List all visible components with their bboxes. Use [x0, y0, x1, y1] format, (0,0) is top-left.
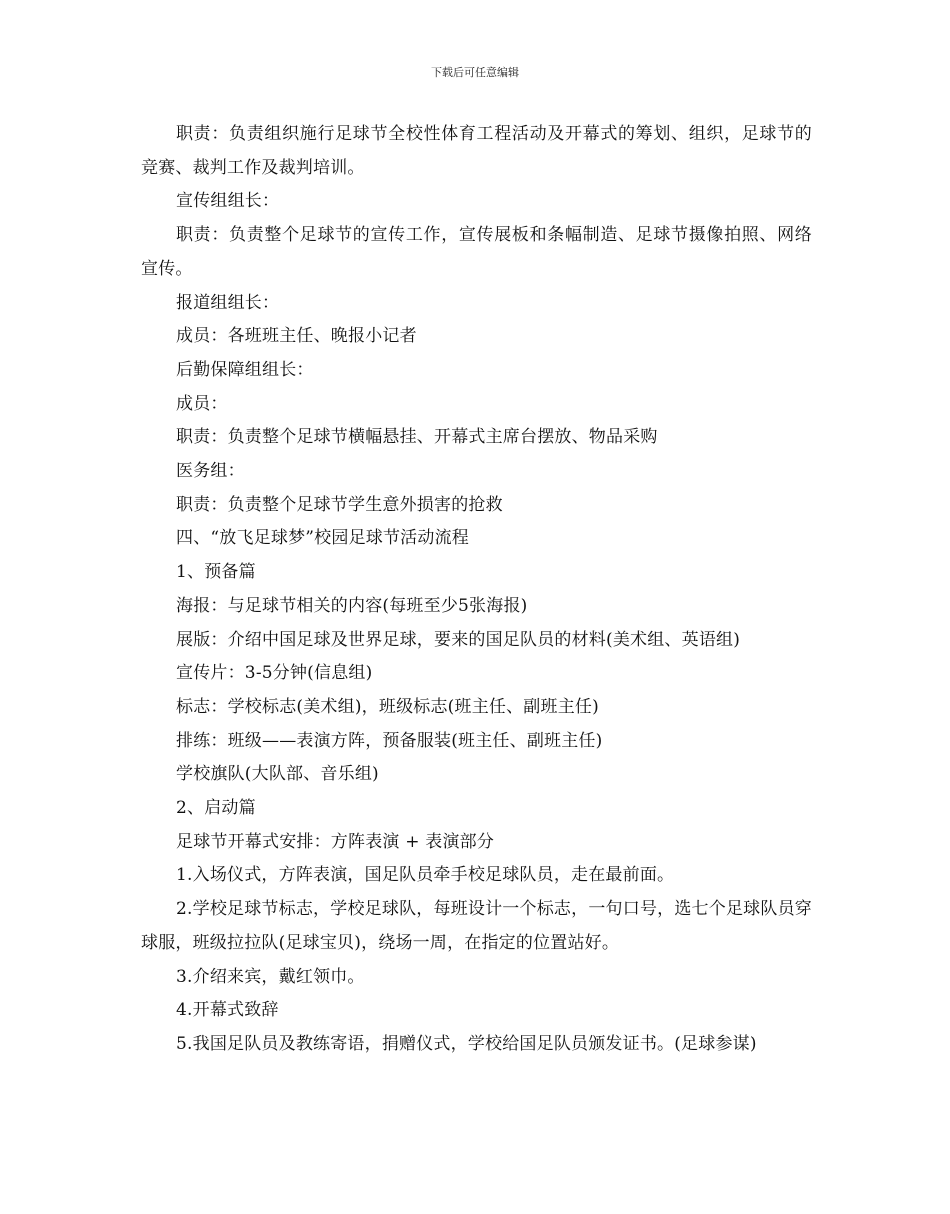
- document-body: [141, 118, 812, 1062]
- paragraph: 职责：负责组织施行足球节全校性体育工程活动及开幕式的筹划、组织，足球节的竞赛、裁判工作及裁判培训。: [141, 124, 812, 178]
- list-item: 1.入场仪式，方阵表演，国足队员牵手校足球队员，走在最前面。: [176, 865, 675, 886]
- paragraph: 成员：: [176, 393, 228, 414]
- subsection-heading: 1、预备篇: [176, 562, 256, 583]
- subsection-heading: 2、启动篇: [176, 798, 256, 819]
- paragraph: 后勤保障组组长：: [176, 359, 314, 380]
- paragraph: 职责：负责整个足球节横幅悬挂、开幕式主席台摆放、物品采购: [176, 427, 658, 448]
- section-heading: 四、“放飞足球梦”校园足球节活动流程: [176, 528, 469, 549]
- list-item: 5.我国足队员及教练寄语，捐赠仪式，学校给国足队员颁发证书。(足球参谋): [176, 1033, 757, 1054]
- paragraph: 展版：介绍中国足球及世界足球，要来的国足队员的材料(美术组、英语组): [176, 629, 741, 650]
- paragraph: 海报：与足球节相关的内容(每班至少5张海报): [176, 595, 528, 616]
- list-item: 3.介绍来宾，戴红领巾。: [176, 966, 365, 987]
- list-item: 2.学校足球节标志，学校足球队，每班设计一个标志，一句口号，选七个足球队员穿球服，班级拉拉队(足球宝贝)，绕场一周，在指定的位置站好。: [141, 899, 812, 953]
- paragraph: 宣传组组长：: [176, 191, 280, 212]
- paragraph: 标志：学校标志(美术组)，班级标志(班主任、副班主任): [176, 696, 599, 717]
- paragraph: 医务组：: [176, 461, 245, 482]
- paragraph: 成员：各班班主任、晚报小记者: [176, 326, 417, 347]
- paragraph: 宣传片：3-5分钟(信息组): [176, 663, 373, 684]
- paragraph: 报道组组长：: [176, 292, 280, 313]
- paragraph: 足球节开幕式安排：方阵表演 + 表演部分: [176, 831, 495, 852]
- paragraph: 职责：负责整个足球节的宣传工作，宣传展板和条幅制造、足球节摄像拍照、网络宣传。: [141, 225, 812, 279]
- page-header-note: 下载后可任意编辑: [431, 66, 519, 79]
- paragraph: 职责：负责整个足球节学生意外损害的抢救: [176, 494, 503, 515]
- paragraph: 排练：班级——表演方阵，预备服装(班主任、副班主任): [176, 730, 603, 751]
- list-item: 4.开幕式致辞: [176, 1000, 279, 1021]
- paragraph: 学校旗队(大队部、音乐组): [176, 764, 379, 785]
